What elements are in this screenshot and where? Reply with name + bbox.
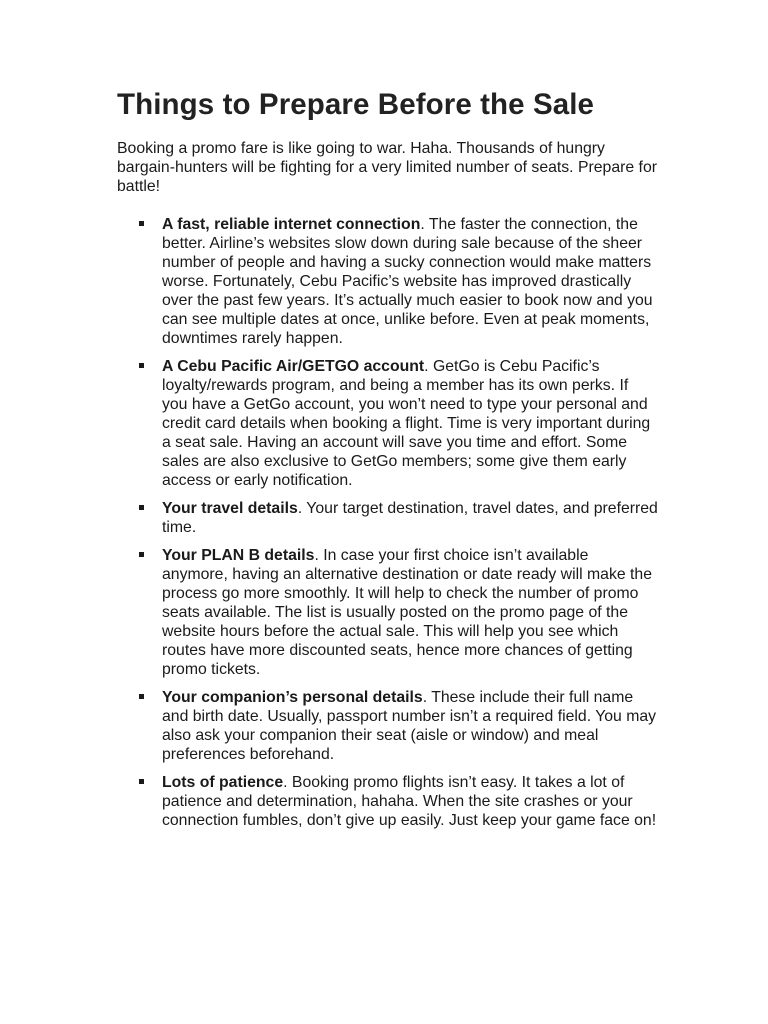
checklist <box>117 215 658 830</box>
list-item <box>117 773 658 830</box>
list-item <box>117 688 658 764</box>
list-item-body: . Your target destination, travel dates, and preferred time. <box>162 500 658 536</box>
intro-paragraph: Booking a promo fare is like going to war. Haha. Thousands of hungry bargain-hunters will be fighting for a very limited number of seats. Prepare for battle! <box>117 140 657 195</box>
list-item <box>117 499 658 537</box>
bullet-icon <box>139 221 144 226</box>
list-item-body: . These include their full name and birth date. Usually, passport number isn’t a required field. You may also ask your companion their seat (aisle or window) and meal preferences beforehand. <box>162 689 657 763</box>
list-item-title: A fast, reliable internet connection <box>162 216 421 233</box>
bullet-icon <box>139 694 144 699</box>
bullet-icon <box>139 505 144 510</box>
list-item <box>117 357 658 490</box>
list-item-body: . In case your first choice isn’t available anymore, having an alternative destination or date ready will make the process go more smoothly. It will help to check the number of promo seats available. The list is usually posted on the promo page of the website hours before the actual sale. This will help you see which routes have more discounted seats, hence more chances of getting promo tickets. <box>162 547 652 678</box>
list-item-title: Lots of patience <box>162 774 284 791</box>
bullet-icon <box>139 552 144 557</box>
list-item <box>117 546 658 679</box>
list-item-body: . GetGo is Cebu Pacific’s loyalty/rewards program, and being a member has its own perks. If you have a GetGo account, you won’t need to type your personal and credit card details when booking a flight. Time is very important during a seat sale. Having an account will save you time and effort. Some sales are also exclusive to GetGo members; some give them early access or early notification. <box>162 358 651 489</box>
list-item-title: A Cebu Pacific Air/GETGO account <box>162 358 425 375</box>
list-item-title: Your PLAN B details <box>162 547 315 564</box>
list-item-title: Your companion’s personal details <box>162 689 423 706</box>
list-item-title: Your travel details <box>162 500 298 517</box>
list-item-body: . The faster the connection, the better. Airline’s websites slow down during sale because of the sheer number of people and having a sucky connection would make matters worse. Fortunately, Cebu Pacific’s website has improved drastically over the past few years. It’s actually much easier to book now and you can see multiple dates at once, unlike before. Even at peak moments, downtimes rarely happen. <box>162 216 653 347</box>
list-item <box>117 215 658 348</box>
page-title: Things to Prepare Before the Sale <box>117 88 595 121</box>
bullet-icon <box>139 363 144 368</box>
list-item-body: . Booking promo flights isn’t easy. It takes a lot of patience and determination, hahaha. When the site crashes or your connection fumbles, don’t give up easily. Just keep your game face on! <box>162 774 657 829</box>
bullet-icon <box>139 779 144 784</box>
